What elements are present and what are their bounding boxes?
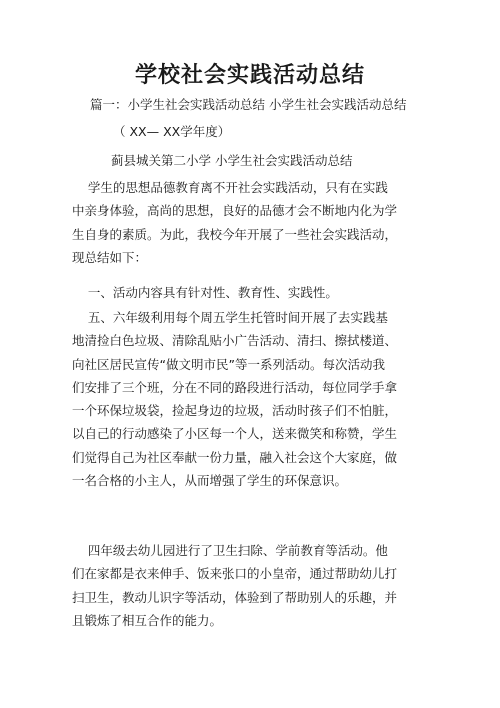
paragraph-grade-four [72, 539, 432, 632]
school-year-line: （ XX— XX学年度） [113, 124, 231, 139]
paragraph-grade-five-six [72, 306, 432, 492]
paragraph-line: 们安排了三个班，分在不同的路段进行活动，每位同学手拿 [72, 379, 398, 395]
paragraph-line: 现总结如下： [72, 249, 148, 265]
paragraph-line: 学生的思想品德教育离不开社会实践活动，只有在实践 [72, 180, 388, 195]
paragraph-line: 一个环保垃圾袋，捡起身边的垃圾，活动时孩子们不怕脏， [72, 403, 398, 419]
paragraph-intro [72, 176, 432, 269]
document-title: 学校社会实践活动总结 [134, 63, 365, 88]
paragraph-line: 以自己的行动感染了小区每一个人，送来微笑和称赞，学生 [72, 426, 398, 442]
paragraph-section-one-heading [72, 281, 432, 304]
paragraph-line: 扫卫生，教动儿识字等活动，体验到了帮助别人的乐趣，并 [72, 589, 398, 605]
paragraph-line: 一、活动内容具有针对性、教育性、实践性。 [72, 285, 338, 300]
paragraph-line: 四年级去幼儿园进行了卫生扫除、学前教育等活动。他 [72, 543, 388, 558]
paragraph-line: 且锻炼了相互合作的能力。 [72, 612, 223, 628]
paragraph-line: 向社区居民宣传“做文明市民”等一系列活动。每次活动我 [72, 356, 385, 372]
paragraph-line: 生自身的素质。为此，我校今年开展了一些社会实践活动， [72, 226, 398, 242]
paragraph-line: 中亲身体验，高尚的思想，良好的品德才会不断地内化为学 [72, 203, 398, 219]
paragraph-line: 们觉得自己为社区奉献一份力量，融入社会这个大家庭，做 [72, 449, 398, 465]
paragraph-line: 一名合格的小主人，从而增强了学生的环保意识。 [72, 473, 348, 489]
school-name-line: 蓟县城关第二小学 小学生社会实践活动总结 [111, 153, 353, 168]
document-subtitle: 篇一：小学生社会实践活动总结 小学生社会实践活动总结 [90, 97, 407, 112]
paragraph-line: 们在家都是衣来伸手、饭来张口的小皇帝，通过帮助幼儿打 [72, 566, 398, 582]
paragraph-line: 五、六年级利用每个周五学生托管时间开展了去实践基 [72, 310, 388, 325]
paragraph-line: 地清捡白色垃圾、清除乱贴小广告活动、清扫、擦拭楼道、 [72, 333, 398, 349]
